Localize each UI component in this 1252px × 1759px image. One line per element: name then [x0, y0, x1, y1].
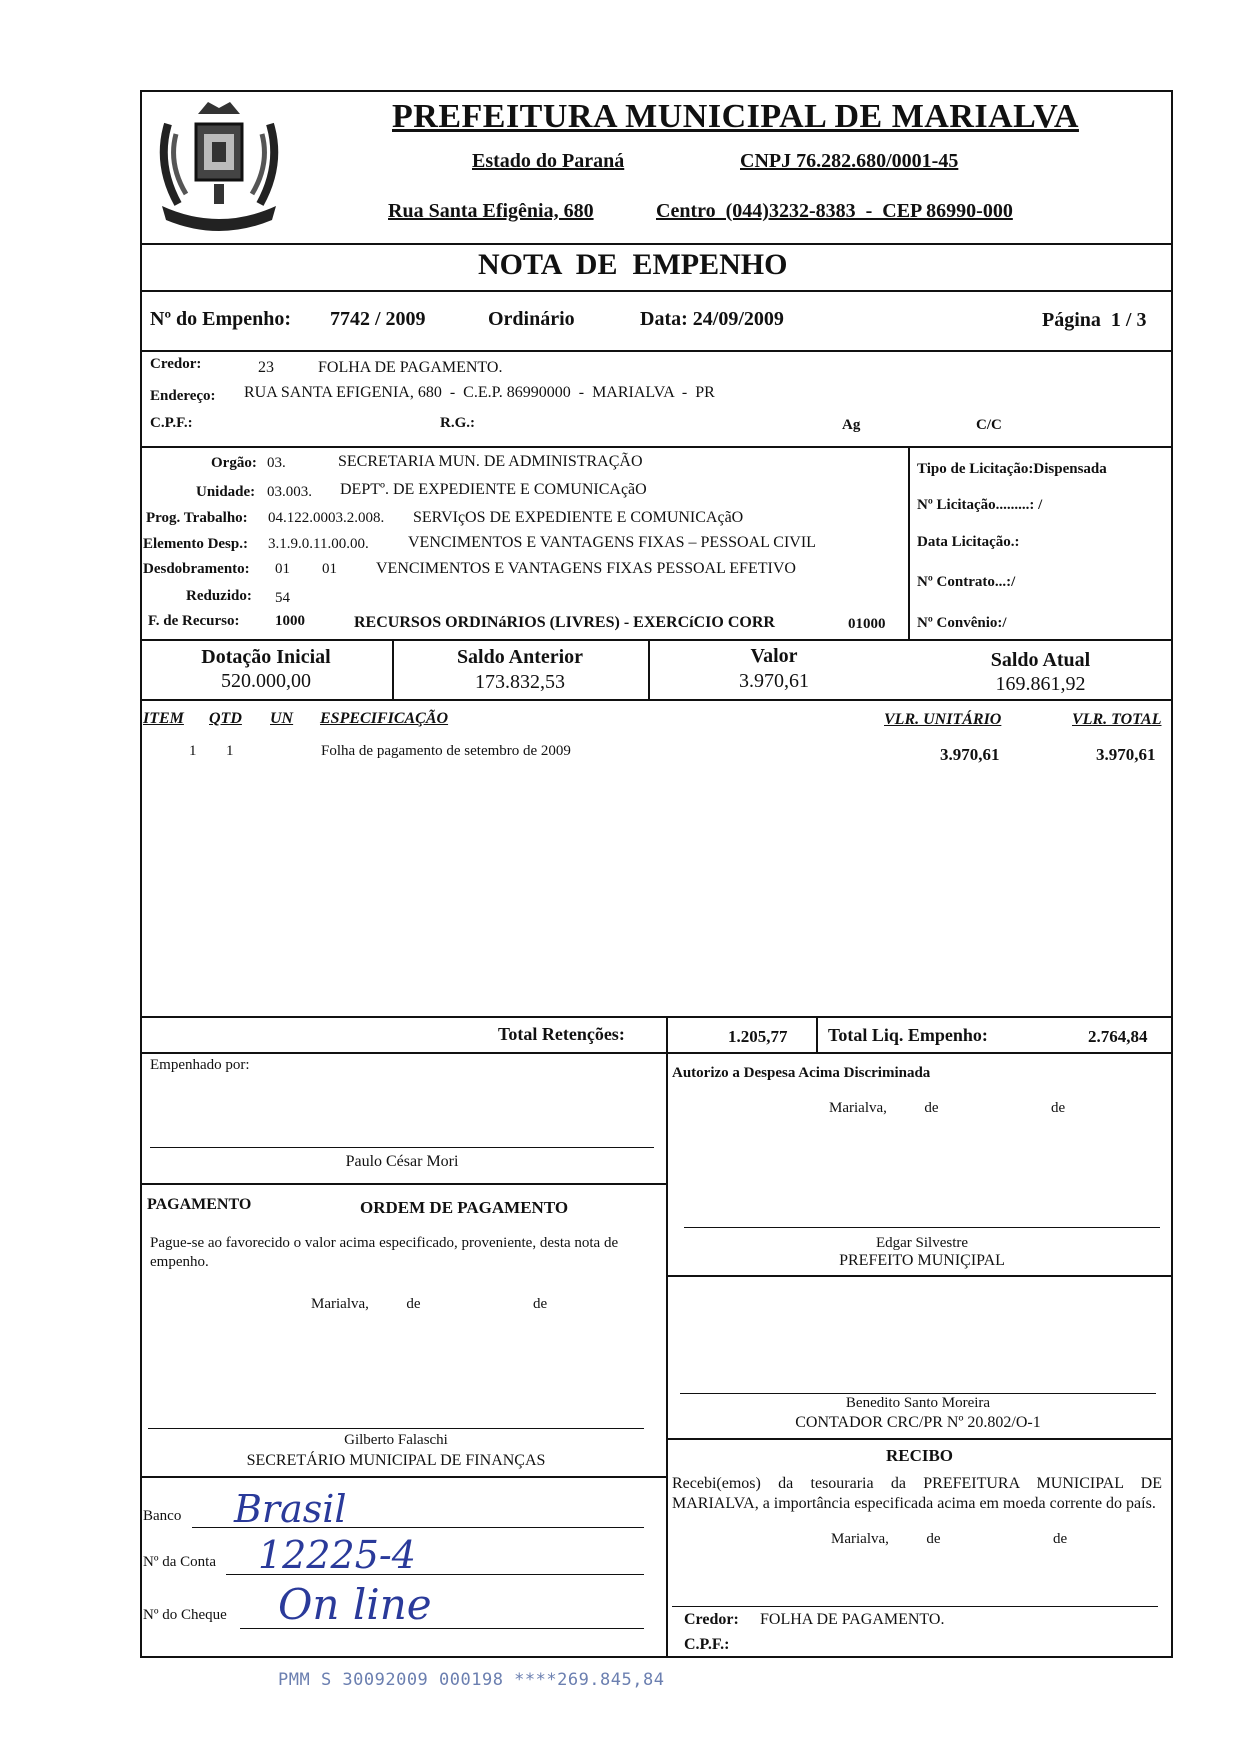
divider [666, 1052, 668, 1658]
credor-code: 23 [258, 359, 274, 376]
endereco-label: Endereço: [150, 388, 216, 404]
cc-label: C/C [976, 417, 1002, 433]
dotacao-inicial-label: Dotação Inicial [201, 646, 331, 668]
endereco-value: RUA SANTA EFIGENIA, 680 - C.E.P. 86990000 - MARIALVA - PR [244, 384, 715, 401]
empenhado-por-label: Empenhado por: [150, 1057, 250, 1073]
credor-name: FOLHA DE PAGAMENTO. [318, 359, 503, 376]
recibo-credor-value: FOLHA DE PAGAMENTO. [760, 1611, 945, 1628]
item-row-number: 1 [189, 743, 197, 759]
cheque-line [240, 1628, 644, 1629]
unidade-desc: DEPTº. DE EXPEDIENTE E COMUNICAçãO [340, 481, 647, 498]
saldo-atual-label: Saldo Atual [990, 649, 1091, 671]
elemento-code: 3.1.9.0.11.00.00. [268, 536, 369, 552]
convenio-numero: Nº Convênio:/ [917, 615, 1007, 631]
desdobramento-code2: 01 [322, 561, 337, 577]
divider [908, 446, 910, 640]
valor-label: Valor [750, 645, 798, 667]
item-row-qtd: 1 [226, 743, 234, 759]
divider [140, 639, 1173, 641]
cnpj: CNPJ 76.282.680/0001-45 [740, 150, 959, 172]
recibo-title: RECIBO [885, 1446, 954, 1465]
item-row-total-value: 3.970,61 [1096, 745, 1156, 764]
col-header-vlr-total: VLR. TOTAL [1072, 711, 1162, 728]
divider [666, 1275, 1173, 1277]
empenhado-por-nome: Paulo César Mori [345, 1153, 459, 1170]
licitacao-tipo: Tipo de Licitação:Dispensada [917, 461, 1107, 477]
ag-label: Ag [842, 417, 861, 433]
prefeito-cargo: PREFEITO MUNIÇIPAL [839, 1252, 1005, 1269]
divider [140, 243, 1173, 245]
cheque-handwritten: On line [278, 1580, 432, 1629]
prog-desc: SERVIçOS DE EXPEDIENTE E COMUNICAçãO [413, 509, 744, 526]
page-number: Página 1 / 3 [1042, 309, 1147, 331]
conta-line [226, 1574, 644, 1575]
secretario-cargo: SECRETÁRIO MUNICIPAL DE FINANÇAS [246, 1452, 546, 1469]
autorizo-texto: Autorizo a Despesa Acima Discriminada [672, 1065, 931, 1081]
recibo-local-data: Marialva, de de [831, 1531, 1068, 1547]
recibo-credor-label: Credor: [684, 1611, 739, 1628]
signature-line [680, 1393, 1156, 1394]
credor-label: Credor: [150, 356, 202, 372]
divider [140, 290, 1173, 292]
unidade-label: Unidade: [196, 484, 256, 500]
conta-handwritten: 12225-4 [258, 1533, 416, 1577]
saldo-anterior-value: 173.832,53 [475, 671, 565, 693]
divider [140, 1476, 666, 1478]
contador-cargo: CONTADOR CRC/PR Nº 20.802/O-1 [795, 1414, 1041, 1431]
item-row-description: Folha de pagamento de setembro de 2009 [321, 743, 571, 759]
pagamento-local-data: Marialva, de de [311, 1296, 548, 1312]
banco-line [192, 1527, 644, 1528]
signature-line [148, 1428, 644, 1429]
col-header-qtd: QTD [209, 710, 242, 727]
recibo-texto: Recebi(emos) da tesouraria da PREFEITURA MUNICIPAL DE MARIALVA, a importância especificada acima em moeda corrente do país. [672, 1475, 1162, 1512]
prog-label: Prog. Trabalho: [146, 510, 248, 526]
prefeito-nome: Edgar Silvestre [875, 1235, 969, 1251]
contrato-numero: Nº Contrato...:/ [917, 574, 1016, 590]
col-header-vlr-unitario: VLR. UNITÁRIO [884, 711, 1002, 728]
licitacao-numero: Nº Licitação.........: / [917, 497, 1043, 513]
divider [140, 699, 1173, 701]
empenho-label: Nº do Empenho: [150, 308, 292, 330]
desdobramento-label: Desdobramento: [143, 561, 250, 577]
divider [666, 1016, 668, 1052]
reduzido-value: 54 [275, 590, 290, 606]
licitacao-data: Data Licitação.: [917, 534, 1020, 550]
address-street: Rua Santa Efigênia, 680 [388, 200, 594, 222]
divider [140, 1183, 666, 1185]
contador-nome: Benedito Santo Moreira [845, 1395, 991, 1411]
recurso-desc: RECURSOS ORDINáRIOS (LIVRES) - EXERCíCIO CORR [354, 614, 775, 631]
conta-label: Nº da Conta [143, 1554, 216, 1570]
address-rest: Centro (044)3232-8383 - CEP 86990-000 [656, 200, 1013, 222]
municipality-title: PREFEITURA MUNICIPAL DE MARIALVA [392, 98, 1079, 135]
banco-label: Banco [143, 1508, 182, 1524]
divider [140, 1052, 1173, 1054]
orgao-desc: SECRETARIA MUN. DE ADMINISTRAÇÃO [338, 453, 643, 470]
signature-line [684, 1227, 1160, 1228]
divider [140, 446, 1173, 448]
coat-of-arms-logo [148, 94, 290, 240]
prog-code: 04.122.0003.2.008. [268, 510, 385, 526]
col-header-item: ITEM [143, 710, 184, 727]
recurso-code: 1000 [275, 613, 305, 629]
valor-value: 3.970,61 [739, 670, 809, 692]
unidade-code: 03.003. [267, 484, 312, 500]
pagamento-texto: Pague-se ao favorecido o valor acima especificado, proveniente, desta nota de empenho. [150, 1235, 619, 1270]
signature-line [672, 1606, 1158, 1607]
bank-authentication-stamp: PMM S 30092009 000198 ****269.845,84 [278, 1670, 665, 1690]
item-row-unit-value: 3.970,61 [940, 745, 1000, 764]
autorizo-local-data: Marialva, de de [829, 1100, 1066, 1116]
saldo-anterior-label: Saldo Anterior [456, 646, 584, 668]
recurso-number: 01000 [848, 616, 886, 632]
col-header-especificacao: ESPECIFICAÇÃO [320, 710, 449, 727]
divider [816, 1016, 818, 1052]
empenho-date: Data: 24/09/2009 [640, 308, 784, 330]
ordem-pagamento-title: ORDEM DE PAGAMENTO [360, 1198, 569, 1217]
elemento-desc: VENCIMENTOS E VANTAGENS FIXAS – PESSOAL CIVIL [408, 534, 816, 551]
dotacao-inicial-value: 520.000,00 [221, 670, 311, 692]
state-name: Estado do Paraná [472, 150, 625, 172]
recurso-label: F. de Recurso: [148, 613, 240, 629]
secretario-nome: Gilberto Falaschi [344, 1432, 448, 1448]
cpf-label: C.P.F.: [150, 415, 193, 431]
saldo-atual-value: 169.861,92 [995, 673, 1086, 695]
divider [666, 1438, 1173, 1440]
total-retencoes-value: 1.205,77 [728, 1027, 788, 1046]
total-liquido-label: Total Liq. Empenho: [828, 1025, 988, 1045]
rg-label: R.G.: [440, 415, 475, 431]
desdobramento-desc: VENCIMENTOS E VANTAGENS FIXAS PESSOAL EFETIVO [376, 560, 796, 577]
recibo-cpf-label: C.P.F.: [684, 1636, 730, 1653]
reduzido-label: Reduzido: [186, 588, 252, 604]
orgao-code: 03. [267, 455, 286, 471]
desdobramento-code1: 01 [275, 561, 290, 577]
total-retencoes-label: Total Retenções: [498, 1024, 625, 1044]
total-liquido-value: 2.764,84 [1088, 1027, 1148, 1046]
elemento-label: Elemento Desp.: [143, 536, 248, 552]
divider [140, 350, 1173, 352]
empenho-number: 7742 / 2009 [330, 308, 426, 330]
cheque-label: Nº do Cheque [143, 1607, 227, 1623]
divider [140, 1016, 1173, 1018]
col-header-un: UN [270, 710, 294, 727]
pagamento-label: PAGAMENTO [147, 1196, 252, 1213]
document-title: NOTA DE EMPENHO [478, 248, 788, 281]
empenho-type: Ordinário [488, 308, 575, 330]
signature-line [150, 1147, 654, 1148]
orgao-label: Orgão: [211, 455, 257, 471]
banco-handwritten: Brasil [234, 1487, 347, 1531]
